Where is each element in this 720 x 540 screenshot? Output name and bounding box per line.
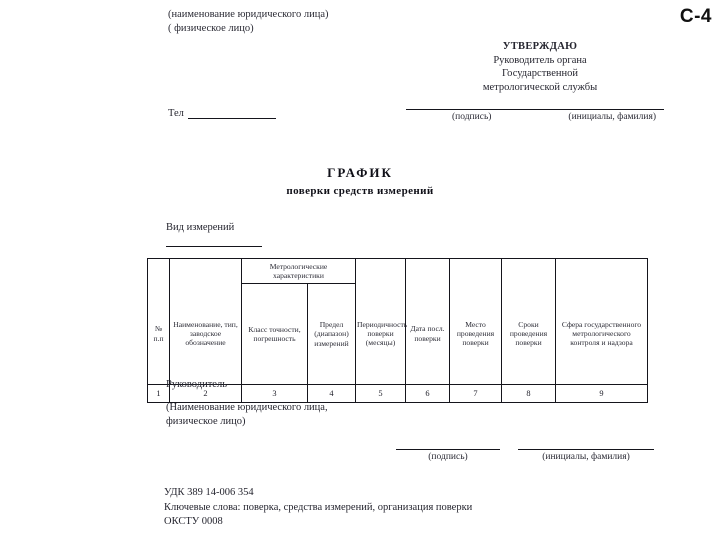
legal-entity-note-line-1: (Наименование юридического лица, bbox=[166, 402, 328, 413]
header-cell-spacer-5 bbox=[356, 259, 406, 284]
header-cell-spacer-7 bbox=[450, 259, 502, 284]
table-header-row bbox=[148, 284, 648, 385]
header-cell-spacer-9 bbox=[556, 259, 648, 284]
measurement-kind-field bbox=[166, 222, 262, 247]
column-header-name-type: Наименование, тип, заводское обозначение bbox=[170, 284, 242, 385]
column-index-6: 6 bbox=[406, 385, 450, 403]
document-title-sub: поверки средств измерений bbox=[286, 185, 434, 197]
approval-line-1: Руководитель органа bbox=[493, 54, 587, 66]
table-header-group-row bbox=[148, 259, 648, 284]
footer-udk: УДК 389 14-006 354 bbox=[164, 487, 254, 498]
column-header-accuracy-class: Класс точности, погрешность bbox=[242, 284, 308, 385]
legal-entity-note bbox=[166, 401, 328, 429]
column-header-number: № п.п bbox=[148, 284, 170, 385]
leader-signature-caption: (подпись) bbox=[428, 452, 468, 462]
page-title bbox=[0, 165, 720, 197]
leader-initials-cell bbox=[518, 448, 654, 462]
leader-label: Руководитель bbox=[166, 379, 227, 390]
column-index-7: 7 bbox=[450, 385, 502, 403]
column-header-measurement-range: Предел (диапазон) измерений bbox=[308, 284, 356, 385]
column-index-4: 4 bbox=[308, 385, 356, 403]
column-index-2: 2 bbox=[170, 385, 242, 403]
slide-marker: С-4 bbox=[679, 6, 712, 27]
header-cell-spacer-1 bbox=[148, 259, 170, 284]
organisation-legal-entity-line: (наименование юридического лица) bbox=[168, 9, 329, 20]
telephone-label: Тел bbox=[168, 108, 184, 119]
approval-line-3: метрологической службы bbox=[482, 81, 598, 93]
column-header-supervision-scope: Сфера государственного метрологического контроля и надзора bbox=[556, 284, 648, 385]
footer-okstu: ОКСТУ 0008 bbox=[164, 516, 223, 527]
column-header-verification-place: Место проведения поверки bbox=[450, 284, 502, 385]
column-header-last-verification-date: Дата посл. поверки bbox=[406, 284, 450, 385]
leader-signature-area bbox=[396, 448, 660, 462]
column-index-3: 3 bbox=[242, 385, 308, 403]
measurement-kind-fill-line[interactable] bbox=[166, 233, 262, 247]
header-group-metrological: Метрологические характеристики bbox=[242, 259, 356, 284]
column-header-periodicity: Периодичность поверки (месяцы) bbox=[356, 284, 406, 385]
approval-signature-area bbox=[406, 108, 664, 122]
column-header-verification-terms: Сроки проведения поверки bbox=[502, 284, 556, 385]
column-index-8: 8 bbox=[502, 385, 556, 403]
measurement-kind-label: Вид измерений bbox=[166, 222, 235, 233]
leader-signature-cell bbox=[396, 448, 500, 462]
header-cell-spacer-2 bbox=[170, 259, 242, 284]
telephone-fill-line[interactable] bbox=[188, 108, 276, 119]
telephone-row bbox=[168, 108, 276, 119]
legal-entity-note-line-2: физическое лицо) bbox=[166, 416, 246, 427]
footer-keywords: Ключевые слова: поверка, средства измерений, организация поверки bbox=[164, 501, 473, 513]
organisation-natural-person-line: ( физическое лицо) bbox=[168, 23, 254, 34]
footer-metadata bbox=[164, 486, 472, 530]
header-cell-spacer-8 bbox=[502, 259, 556, 284]
header-cell-spacer-6 bbox=[406, 259, 450, 284]
leader-initials-caption: (инициалы, фамилия) bbox=[542, 452, 630, 462]
approval-initials-caption: (инициалы, фамилия) bbox=[568, 112, 656, 122]
approval-block bbox=[430, 40, 650, 94]
column-index-1: 1 bbox=[148, 385, 170, 403]
column-index-9: 9 bbox=[556, 385, 648, 403]
approval-signature-caption: (подпись) bbox=[452, 112, 492, 122]
organisation-caption bbox=[168, 8, 328, 36]
approval-title: УТВЕРЖДАЮ bbox=[502, 41, 578, 52]
column-index-5: 5 bbox=[356, 385, 406, 403]
approval-line-2: Государственной bbox=[502, 68, 578, 79]
document-title-main: ГРАФИК bbox=[327, 165, 393, 180]
